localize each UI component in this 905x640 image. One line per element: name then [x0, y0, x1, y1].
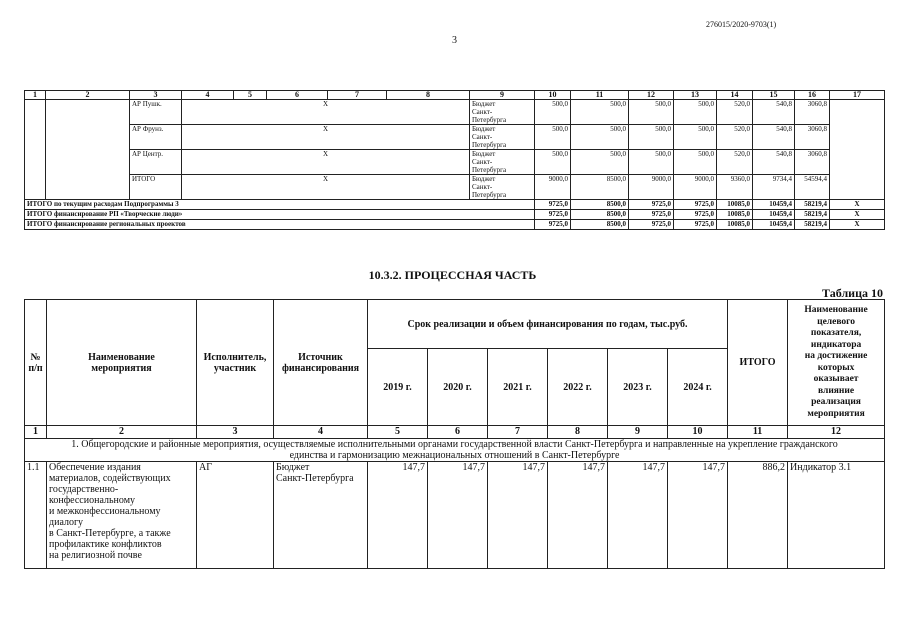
value-cell: 500,0 — [629, 100, 674, 125]
total-label: ИТОГО финансирование РП «Творческие люди» — [25, 210, 535, 220]
value-cell: 3060,8 — [795, 100, 830, 125]
section-title: 10.3.2. ПРОЦЕССНАЯ ЧАСТЬ — [368, 268, 537, 282]
col-num: 15 — [753, 91, 795, 100]
col-num: 9 — [608, 426, 668, 439]
value-cell: 147,7 — [548, 462, 608, 569]
value-cell: 500,0 — [535, 125, 571, 150]
col-num: 8 — [387, 91, 470, 100]
value-cell: 500,0 — [629, 125, 674, 150]
header-source: Источник финансирования — [274, 300, 368, 426]
performer-cell: АР Фрунз. — [130, 125, 182, 150]
table-row — [25, 125, 885, 150]
mark-cell: Х — [830, 200, 885, 210]
table-row — [25, 175, 885, 200]
col-num: 10 — [668, 426, 728, 439]
col-num: 1 — [25, 91, 46, 100]
header-row — [25, 300, 885, 349]
row-number: 1.1 — [25, 462, 47, 569]
total-label: ИТОГО по текущим расходам Подпрограммы 3 — [25, 200, 535, 210]
value-cell: 500,0 — [674, 125, 717, 150]
col-num: 4 — [182, 91, 234, 100]
column-number-row — [25, 426, 885, 439]
value-cell: 500,0 — [571, 100, 629, 125]
header-year: 2020 г. — [428, 349, 488, 426]
value-cell: 500,0 — [535, 150, 571, 175]
source-cell: Бюджет Санкт- Петербурга — [470, 175, 535, 200]
value-cell: 9725,0 — [629, 220, 674, 230]
mark-cell: Х — [182, 175, 470, 200]
value-cell: 54594,4 — [795, 175, 830, 200]
column-number-row — [25, 91, 885, 100]
value-cell: 9725,0 — [674, 220, 717, 230]
col-num: 6 — [428, 426, 488, 439]
value-cell: 9000,0 — [629, 175, 674, 200]
value-cell: 9000,0 — [674, 175, 717, 200]
header-total: ИТОГО — [728, 300, 788, 426]
value-cell: 8500,0 — [571, 200, 629, 210]
value-cell: 9725,0 — [629, 200, 674, 210]
value-cell: 540,8 — [753, 150, 795, 175]
mark-cell: Х — [830, 220, 885, 230]
value-cell: 9734,4 — [753, 175, 795, 200]
total-row — [25, 210, 885, 220]
value-cell: 540,8 — [753, 125, 795, 150]
value-cell: 500,0 — [571, 150, 629, 175]
col-num: 11 — [571, 91, 629, 100]
value-cell: 520,0 — [717, 125, 753, 150]
value-cell: 540,8 — [753, 100, 795, 125]
table-row — [25, 100, 885, 125]
total-row — [25, 200, 885, 210]
performer-cell: АР Центр. — [130, 150, 182, 175]
header-year: 2022 г. — [548, 349, 608, 426]
mark-cell: Х — [182, 100, 470, 125]
col-num: 1 — [25, 426, 47, 439]
empty-cell — [25, 100, 46, 200]
value-cell: 520,0 — [717, 100, 753, 125]
col-num: 3 — [197, 426, 274, 439]
process-part-table — [24, 299, 885, 569]
value-cell: 147,7 — [608, 462, 668, 569]
value-cell: 147,7 — [428, 462, 488, 569]
header-event: Наименование мероприятия — [47, 300, 197, 426]
value-cell: 9725,0 — [535, 200, 571, 210]
header-year: 2024 г. — [668, 349, 728, 426]
value-cell: 9360,0 — [717, 175, 753, 200]
performer-cell: АР Пушк. — [130, 100, 182, 125]
source-cell: Бюджет Санкт- Петербурга — [470, 150, 535, 175]
col-num: 7 — [488, 426, 548, 439]
budget-table-continuation — [24, 90, 885, 230]
col-num: 12 — [788, 426, 885, 439]
indicator-cell: Индикатор 3.1 — [788, 462, 885, 569]
col-num: 7 — [328, 91, 387, 100]
col-num: 17 — [830, 91, 885, 100]
value-cell: 10459,4 — [753, 210, 795, 220]
value-cell: 58219,4 — [795, 200, 830, 210]
header-performer: Исполнитель, участник — [197, 300, 274, 426]
mark-cell: Х — [830, 210, 885, 220]
value-cell: 500,0 — [571, 125, 629, 150]
value-cell: 58219,4 — [795, 220, 830, 230]
source-cell: Бюджет Санкт-Петербурга — [274, 462, 368, 569]
empty-cell — [830, 100, 885, 200]
table-row — [25, 462, 885, 569]
value-cell: 9725,0 — [674, 210, 717, 220]
mark-cell: Х — [182, 125, 470, 150]
value-cell: 9725,0 — [535, 210, 571, 220]
value-cell: 10085,0 — [717, 200, 753, 210]
performer-cell: ИТОГО — [130, 175, 182, 200]
section-row — [25, 439, 885, 462]
col-num: 6 — [267, 91, 328, 100]
col-num: 8 — [548, 426, 608, 439]
header-num: № п/п — [25, 300, 47, 426]
performer-cell: АГ — [197, 462, 274, 569]
col-num: 12 — [629, 91, 674, 100]
value-cell: 10085,0 — [717, 220, 753, 230]
source-cell: Бюджет Санкт- Петербурга — [470, 125, 535, 150]
value-cell: 9000,0 — [535, 175, 571, 200]
document-number: 276015/2020-9703(1) — [706, 20, 777, 29]
value-cell: 500,0 — [629, 150, 674, 175]
source-cell: Бюджет Санкт- Петербурга — [470, 100, 535, 125]
value-cell: 147,7 — [668, 462, 728, 569]
header-period: Срок реализации и объем финансирования по годам, тыс.руб. — [368, 300, 728, 349]
section-heading: 1. Общегородские и районные мероприятия, осуществляемые исполнительными органами государственной власти Санкт-Петербурга и направленные на укрепление гражданского единства и гармонизацию межнациональных отношений в Санкт-Петербурге — [25, 439, 885, 462]
value-cell: 500,0 — [674, 150, 717, 175]
value-cell: 8500,0 — [571, 220, 629, 230]
value-cell: 520,0 — [717, 150, 753, 175]
col-num: 2 — [47, 426, 197, 439]
col-num: 5 — [234, 91, 267, 100]
value-cell: 10459,4 — [753, 200, 795, 210]
event-name: Обеспечение издания материалов, содействующих государственно- конфессиональному и межконфессиональному диалогу в Санкт-Петербурге, а также профилактике конфликтов на религиозной почве — [47, 462, 197, 569]
value-cell: 500,0 — [535, 100, 571, 125]
total-cell: 886,2 — [728, 462, 788, 569]
total-label: ИТОГО финансирование региональных проектов — [25, 220, 535, 230]
table-label: Таблица 10 — [822, 286, 883, 300]
col-num: 10 — [535, 91, 571, 100]
col-num: 2 — [46, 91, 130, 100]
value-cell: 9725,0 — [535, 220, 571, 230]
header-year: 2021 г. — [488, 349, 548, 426]
value-cell: 3060,8 — [795, 125, 830, 150]
value-cell: 3060,8 — [795, 150, 830, 175]
col-num: 9 — [470, 91, 535, 100]
value-cell: 9725,0 — [674, 200, 717, 210]
total-row — [25, 220, 885, 230]
col-num: 5 — [368, 426, 428, 439]
value-cell: 147,7 — [488, 462, 548, 569]
col-num: 14 — [717, 91, 753, 100]
col-num: 11 — [728, 426, 788, 439]
col-num: 13 — [674, 91, 717, 100]
value-cell: 9725,0 — [629, 210, 674, 220]
value-cell: 8500,0 — [571, 210, 629, 220]
value-cell: 58219,4 — [795, 210, 830, 220]
value-cell: 147,7 — [368, 462, 428, 569]
value-cell: 500,0 — [674, 100, 717, 125]
mark-cell: Х — [182, 150, 470, 175]
page-number: 3 — [452, 35, 457, 46]
header-year: 2019 г. — [368, 349, 428, 426]
col-num: 4 — [274, 426, 368, 439]
header-indicator: Наименование целевого показателя, индикатора на достижение которых оказывает влияние реализация мероприятия — [788, 300, 885, 426]
empty-cell — [46, 100, 130, 200]
col-num: 3 — [130, 91, 182, 100]
header-year: 2023 г. — [608, 349, 668, 426]
table-row — [25, 150, 885, 175]
value-cell: 10459,4 — [753, 220, 795, 230]
value-cell: 10085,0 — [717, 210, 753, 220]
value-cell: 8500,0 — [571, 175, 629, 200]
col-num: 16 — [795, 91, 830, 100]
